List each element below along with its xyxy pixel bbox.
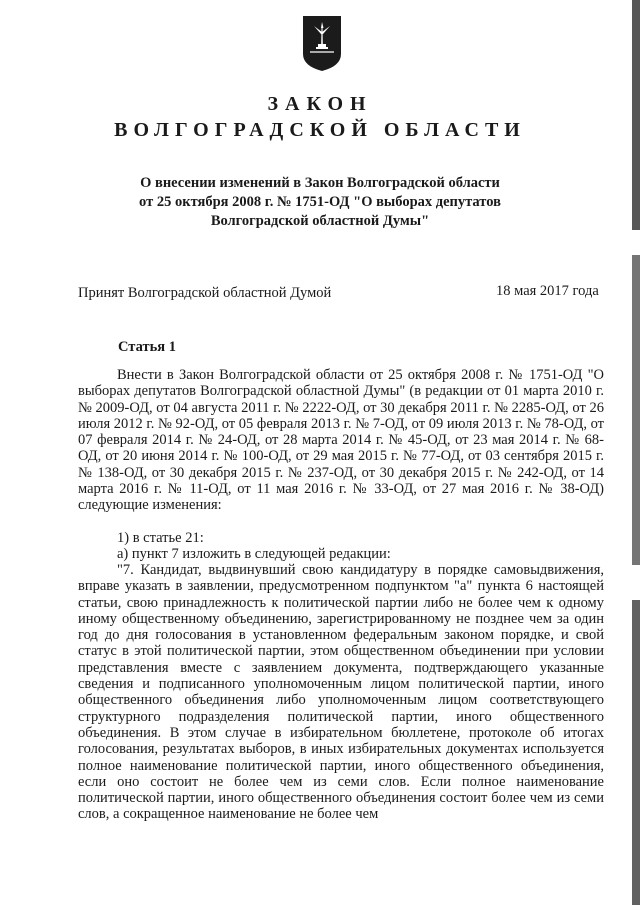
coat-of-arms-icon <box>300 14 344 72</box>
adopted-by: Принят Волгоградской областной Думой <box>78 285 332 301</box>
subtitle-line: Волгоградской областной Думы" <box>210 213 430 229</box>
subtitle-line: О внесении изменений в Закон Волгоградской области <box>140 175 500 191</box>
law-region: ВОЛГОГРАДСКОЙ ОБЛАСТИ <box>114 119 526 141</box>
adoption-date: 18 мая 2017 года <box>496 283 599 299</box>
scan-edge <box>632 0 640 230</box>
point-1: 1) в статье 21: <box>117 530 204 546</box>
subtitle-line: от 25 октября 2008 г. № 1751-ОД "О выборах депутатов <box>139 194 501 210</box>
law-subtitle <box>0 174 640 231</box>
point-a: а) пункт 7 изложить в следующей редакции: <box>117 546 391 562</box>
scan-edge <box>632 255 640 565</box>
law-title: ЗАКОН <box>267 93 373 115</box>
article-intro-paragraph: Внести в Закон Волгоградской области от 25 октября 2008 г. № 1751-ОД "О выборах депутатов Волгоградской областной Думы" (в редакции от 01 марта 2010 г. № 2009-ОД, от 04 августа 2011 г. № 2222-ОД, от 30 декабря 2011 г. № 2285-ОД, от 26 июля 2012 г. № 92-ОД, от 05 февраля 2013 г. № 7-ОД, от 09 июля 2013 г. № 78-ОД, от 07 февраля 2014 г. № 24-ОД, от 28 марта 2014 г. № 45-ОД, от 23 мая 2014 г. № 68-ОД, от 20 июня 2014 г. № 100-ОД, от 29 мая 2015 г. № 77-ОД, от 03 сентября 2015 г. № 138-ОД, от 30 декабря 2015 г. № 237-ОД, от 30 декабря 2015 г. № 242-ОД, от 14 марта 2016 г. № 11-ОД, от 11 мая 2016 г. № 33-ОД, от 27 мая 2016 г. № 38-ОД) следующие изменения: <box>78 367 604 514</box>
amendment-text: "7. Кандидат, выдвинувший свою кандидатуру в порядке самовыдвижения, вправе указать в заявлении, предусмотренном подпунктом "а" пункта 6 настоящей статьи, свою принадлежность к политической партии либо не более чем к одному иному общественному объединению, зарегистрированному не позднее чем за один год до дня голосования в установленном федеральным законом порядке, и свой статус в этой политической партии, этом общественном объединении при условии представления вместе с заявлением документа, подтверждающего указанные сведения и подписанного уполномоченным лицом политической партии, иного общественного объединения либо уполномоченным лицом соответствующего структурного подразделения политической партии, иного общественного объединения. В этом случае в избирательном бюллетене, протоколе об итогах голосования, результатах выборов, в иных избирательных документах используется полное наименование политической партии, иного общественного объединения, если оно состоит не более чем из семи слов. Если полное наименование политической партии, иного общественного объединения состоит более чем из семи слов, а сокращенное наименование не более чем <box>78 562 604 823</box>
scan-edge <box>632 600 640 905</box>
article-heading: Статья 1 <box>118 339 176 355</box>
